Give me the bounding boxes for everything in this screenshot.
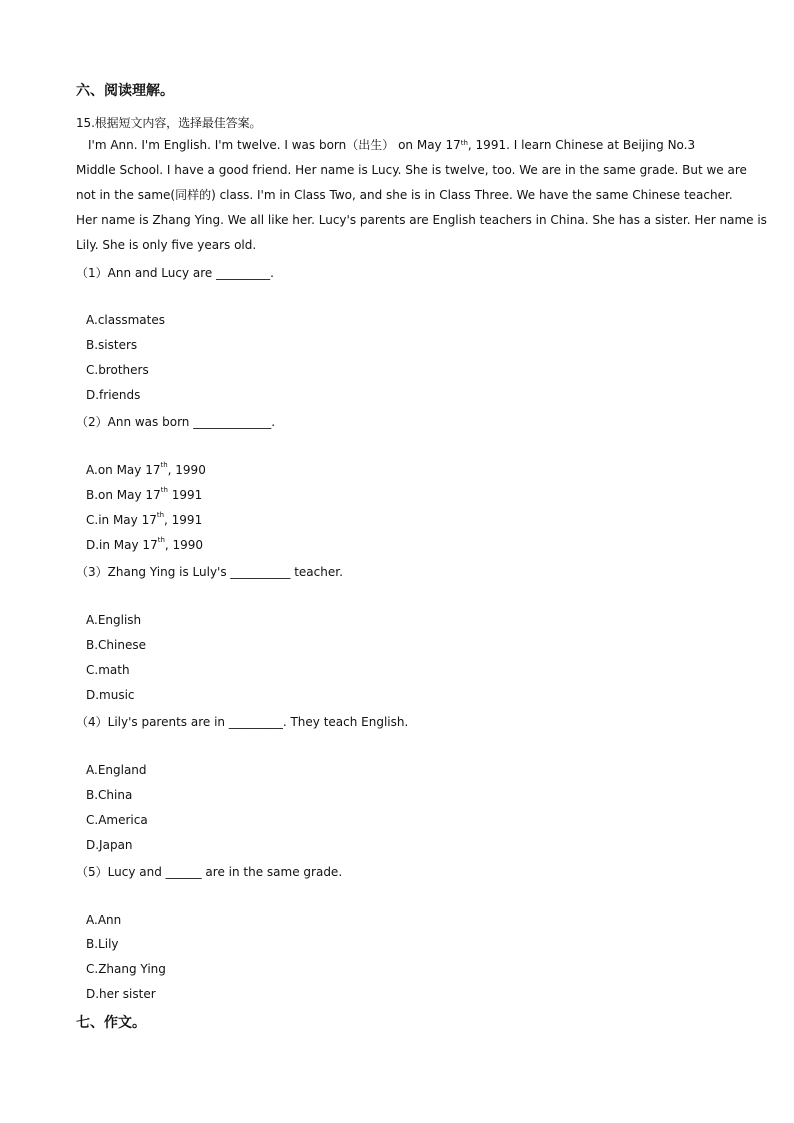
question-4-stem: （4）Lily's parents are in _________. They teach English.	[76, 715, 409, 729]
passage-line-1: I'm Ann. I'm English. I'm twelve. I was born（出生） on May 17th, 1991. I learn Chinese at Beijing No.3	[88, 138, 696, 152]
q1-option-d[interactable]: D.friends	[86, 388, 141, 402]
q4-option-b[interactable]: B.China	[86, 788, 133, 802]
passage-line-2: Middle School. I have a good friend. Her name is Lucy. She is twelve, too. We are in the same grade. But we are	[76, 163, 747, 177]
q4-option-d[interactable]: D.Japan	[86, 838, 133, 852]
section-7-title: 七、作文。	[76, 1015, 146, 1031]
q3-option-a[interactable]: A.English	[86, 613, 142, 627]
q5-option-c[interactable]: C.Zhang Ying	[86, 962, 166, 976]
q1-option-a[interactable]: A.classmates	[86, 313, 165, 327]
q5-option-a[interactable]: A.Ann	[86, 913, 122, 927]
passage-line-5: Lily. She is only five years old.	[76, 238, 257, 252]
passage-line-3: not in the same(同样的) class. I'm in Class Two, and she is in Class Three. We have the same Chinese teacher.	[76, 188, 733, 202]
question-15-instruction: 15.根据短文内容，选择最佳答案。	[76, 116, 262, 130]
q2-option-c[interactable]: C.in May 17th, 1991	[86, 511, 203, 527]
q2-option-a[interactable]: A.on May 17th, 1990	[86, 461, 206, 477]
q5-option-b[interactable]: B.Lily	[86, 937, 119, 951]
q4-option-a[interactable]: A.England	[86, 763, 147, 777]
q3-option-c[interactable]: C.math	[86, 663, 130, 677]
q2-option-b[interactable]: B.on May 17th 1991	[86, 486, 203, 502]
question-5-stem: （5）Lucy and ______ are in the same grade.	[76, 865, 343, 879]
question-1-stem: （1）Ann and Lucy are _________.	[76, 266, 274, 280]
q2-option-d[interactable]: D.in May 17th, 1990	[86, 536, 204, 552]
reading-passage	[76, 133, 767, 258]
q3-option-b[interactable]: B.Chinese	[86, 638, 146, 652]
q3-option-d[interactable]: D.music	[86, 688, 135, 702]
question-3-stem: （3）Zhang Ying is Luly's __________ teacher.	[76, 565, 343, 579]
section-6-title: 六、阅读理解。	[76, 83, 174, 99]
q5-option-d[interactable]: D.her sister	[86, 987, 156, 1001]
question-2-stem: （2）Ann was born _____________.	[76, 415, 276, 429]
q1-option-b[interactable]: B.sisters	[86, 338, 138, 352]
q1-option-c[interactable]: C.brothers	[86, 363, 149, 377]
passage-line-4: Her name is Zhang Ying. We all like her. Lucy's parents are English teachers in China. She has a sister. Her name is	[76, 213, 767, 227]
q4-option-c[interactable]: C.America	[86, 813, 148, 827]
